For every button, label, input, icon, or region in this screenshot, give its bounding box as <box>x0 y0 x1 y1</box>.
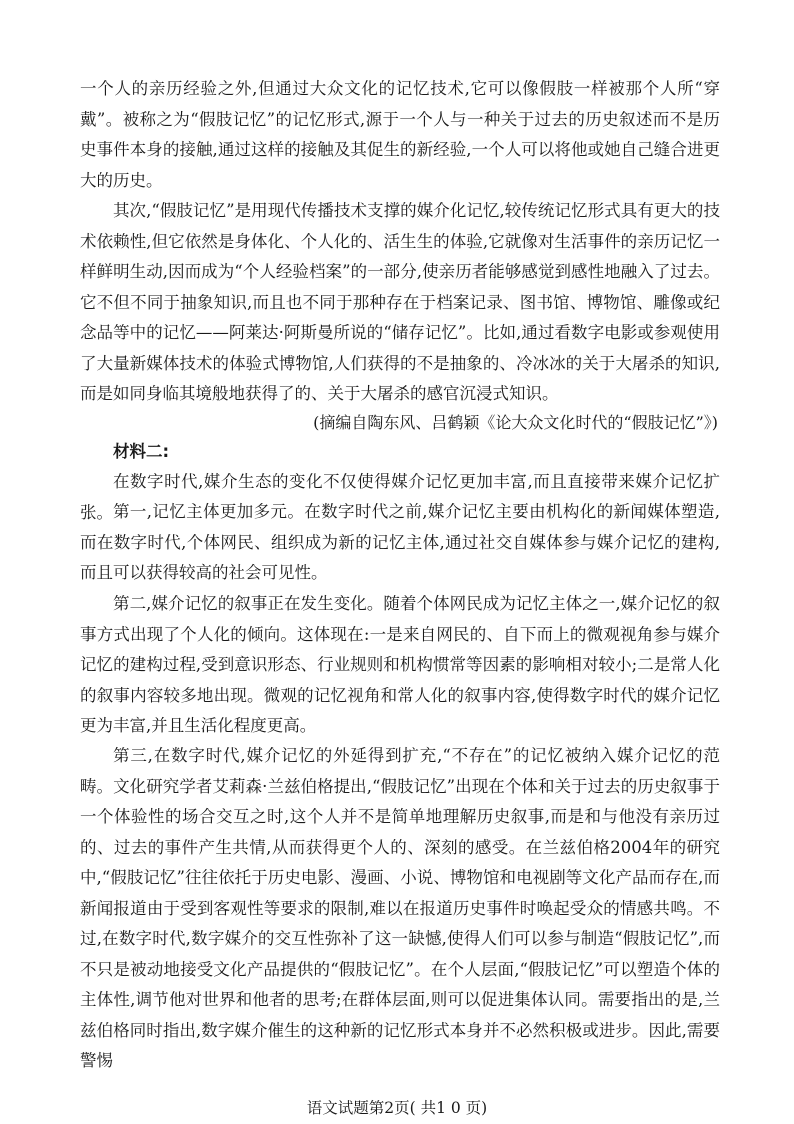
paragraph-intro: 在数字时代,媒介生态的变化不仅使得媒介记忆更加丰富,而且直接带来媒介记忆扩张。 <box>80 472 720 522</box>
material-two-heading: 材料二: <box>113 442 170 461</box>
paragraph-third-point: 第三,在数字时代,媒介记忆的外延得到扩充,“不存在”的记忆被纳入媒介记忆的范畴。文化研究学者艾莉森·兰兹伯格提出,“假肢记忆”出现在个体和关于过去的历史叙事于一个体验性的场合交互之时,这个人并不是简单地理解历史叙事,而是和与他没有亲历过的、过去的事件产生共情,从而获得更个人的、深刻的感受。在兰兹伯格2004年的研究中,“假肢记忆”往往依托于历史电影、漫画、小说、博物馆和电视剧等文化产品而存在,而新闻报道由于受到客观性等要求的限制,难以在报道历史事件时唤起受众的情感共鸣。不过,在数字时代,数字媒介的交互性弥补了这一缺憾,使得人们可以参与制造“假肢记忆”,而不只是被动地接受文化产品提供的“假肢记忆”。在个人层面,“假肢记忆”可以塑造个体的主体性,调节他对世界和他者的思考;在群体层面,则可以促进集体认同。需要指出的是,兰兹伯格同时指出,数字媒介催生的这种新的记忆形式本身并不必然积极或进步。因此,需要警惕 <box>80 746 720 1070</box>
source-citation: (摘编自陶东风、吕鹤颖《论大众文化时代的“假肢记忆”》) <box>313 413 718 432</box>
paragraph-first-point: 第一,记忆主体更加多元。在数字时代之前,媒介记忆主要由机构化的新闻媒体塑造,而在数字时代,个体网民、组织成为新的记忆主体,通过社交自媒体参与媒介记忆的建构,而且可以获得较高的社会可见性。 <box>80 502 720 582</box>
page-number-footer: 语文试题第2页( 共1 0 页) <box>306 1099 488 1117</box>
paragraph-secondly: 其次,“假肢记忆”是用现代传播技术支撑的媒介化记忆,较传统记忆形式具有更大的技术依赖性,但它依然是身体化、个人化的、活生生的体验,它就像对生活事件的亲历记忆一样鲜明生动,因而成为“个人经验档案”的一部分,使亲历者能够感觉到感性地融入了过去。它不但不同于抽象知识,而且也不同于那种存在于档案记录、图书馆、博物馆、雕像或纪念品等中的记忆——阿莱达·阿斯曼所说的“储存记忆”。比如,通过看数字电影或参观使用了大量新媒体技术的体验式博物馆,人们获得的不是抽象的、冷冰冰的关于大屠杀的知识,而是如同身临其境般地获得了的、关于大屠杀的感官沉浸式知识。 <box>80 201 720 403</box>
paragraph-continued: 一个人的亲历经验之外,但通过大众文化的记忆技术,它可以像假肢一样被那个人所“穿戴”。被称之为“假肢记忆”的记忆形式,源于一个人与一种关于过去的历史叙述而不是历史事件本身的接触,通过这样的接触及其促生的新经验,一个人可以将他或她自己缝合进更大的历史。 <box>80 79 720 190</box>
paragraph-second-point: 第二,媒介记忆的叙事正在发生变化。随着个体网民成为记忆主体之一,媒介记忆的叙事方式出现了个人化的倾向。这体现在:一是来自网民的、自下而上的微观视角参与媒介记忆的建构过程,受到意识形态、行业规则和机构惯常等因素的影响相对较小;二是常人化的叙事内容较多地出现。微观的记忆视角和常人化的叙事内容,使得数字时代的媒介记忆更为丰富,并且生活化程度更高。 <box>80 594 720 735</box>
